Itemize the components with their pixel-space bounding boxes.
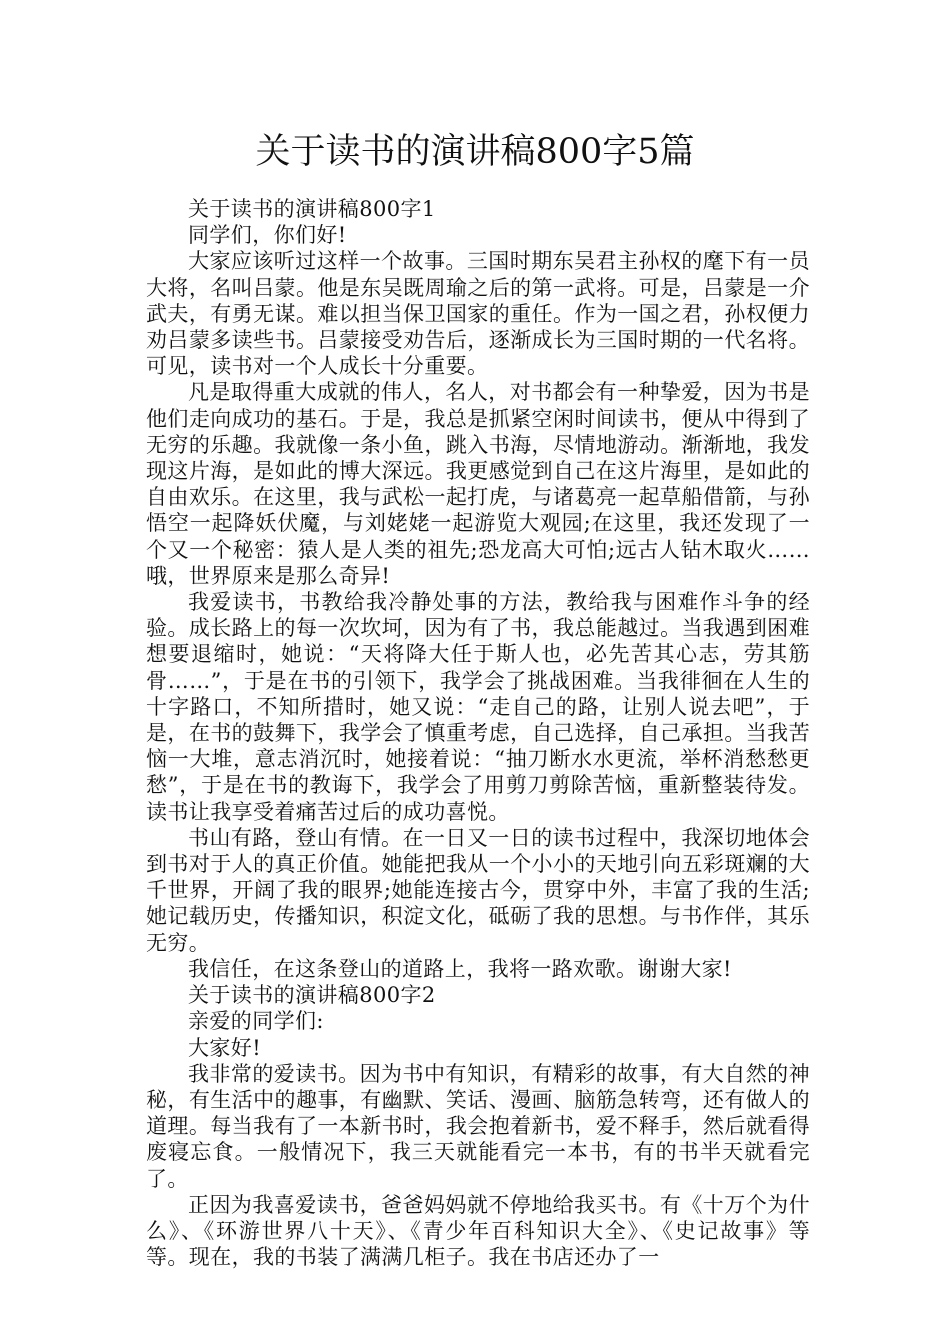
document-body [146, 196, 810, 1270]
paragraph-8: 关于读书的演讲稿800字2 [188, 983, 436, 1008]
paragraph-10: 大家好! [188, 1035, 262, 1060]
paragraph-4: 凡是取得重大成就的伟人，名人，对书都会有一种挚爱，因为书是他们走向成功的基石。于是，我总是抓紧空闲时间读书，便从中得到了无穷的乐趣。我就像一条小鱼，跳入书海，尽情地游动。渐渐地，我发现这片海，是如此的博大深远。我更感觉到自己在这片海里，是如此的自由欢乐。在这里，我与武松一起打虎，与诸葛亮一起草船借箭，与孙悟空一起降妖伏魔，与刘姥姥一起游览大观园;在这里，我还发现了一个又一个秘密：猿人是人类的祖先;恐龙高大可怕;远古人钻木取火……哦，世界原来是那么奇异! [146, 380, 810, 588]
document-title: 关于读书的演讲稿800字5篇 [255, 132, 695, 172]
paragraph-2: 同学们，你们好! [188, 223, 347, 248]
paragraph-5: 我爱读书，书教给我冷静处事的方法，教给我与困难作斗争的经验。成长路上的每一次坎坷，因为有了书，我总能越过。当我遇到困难想要退缩时，她说：“天将降大任于斯人也，必先苦其心志，劳其筋骨……”，于是在书的引领下，我学会了挑战困难。当我徘徊在人生的十字路口，不知所措时，她又说：“走自己的路，让别人说去吧”，于是，在书的鼓舞下，我学会了慎重考虑，自己选择，自己承担。当我苦恼一大堆，意志消沉时，她接着说：“抽刀断水水更流，举杯消愁愁更愁”，于是在书的教诲下，我学会了用剪刀剪除苦恼，重新整装待发。读书让我享受着痛苦过后的成功喜悦。 [146, 590, 810, 824]
paragraph-1: 关于读书的演讲稿800字1 [188, 197, 436, 221]
paragraph-12: 正因为我喜爱读书，爸爸妈妈就不停地给我买书。有《十万个为什么》、《环游世界八十天》、《青少年百科知识大全》、《史记故事》等等。现在，我的书装了满满几柜子。我在书店还办了一 [146, 1192, 810, 1270]
paragraph-3: 大家应该听过这样一个故事。三国时期东吴君主孙权的麾下有一员大将，名叫吕蒙。他是东吴既周瑜之后的第一武将。可是，吕蒙是一介武夫，有勇无谋。难以担当保卫国家的重任。作为一国之君，孙权便力劝吕蒙多读些书。吕蒙接受劝告后，逐渐成长为三国时期的一代名将。可见，读书对一个人成长十分重要。 [146, 249, 810, 379]
paragraph-11: 我非常的爱读书。因为书中有知识，有精彩的故事，有大自然的神秘，有生活中的趣事，有幽默、笑话、漫画、脑筋急转弯，还有做人的道理。每当我有了一本新书时，我会抱着新书，爱不释手，然后就看得废寝忘食。一般情况下，我三天就能看完一本书，有的书半天就看完了。 [146, 1061, 810, 1191]
paragraph-7: 我信任，在这条登山的道路上，我将一路欢歌。谢谢大家! [188, 956, 732, 981]
paragraph-6: 书山有路，登山有情。在一日又一日的读书过程中，我深切地体会到书对于人的真正价值。她能把我从一个小小的天地引向五彩斑斓的大千世界，开阔了我的眼界;她能连接古今，贯穿中外，丰富了我的生活;她记载历史，传播知识，积淀文化，砥砺了我的思想。与书作伴，其乐无穷。 [146, 825, 810, 955]
paragraph-9: 亲爱的同学们: [188, 1009, 324, 1034]
